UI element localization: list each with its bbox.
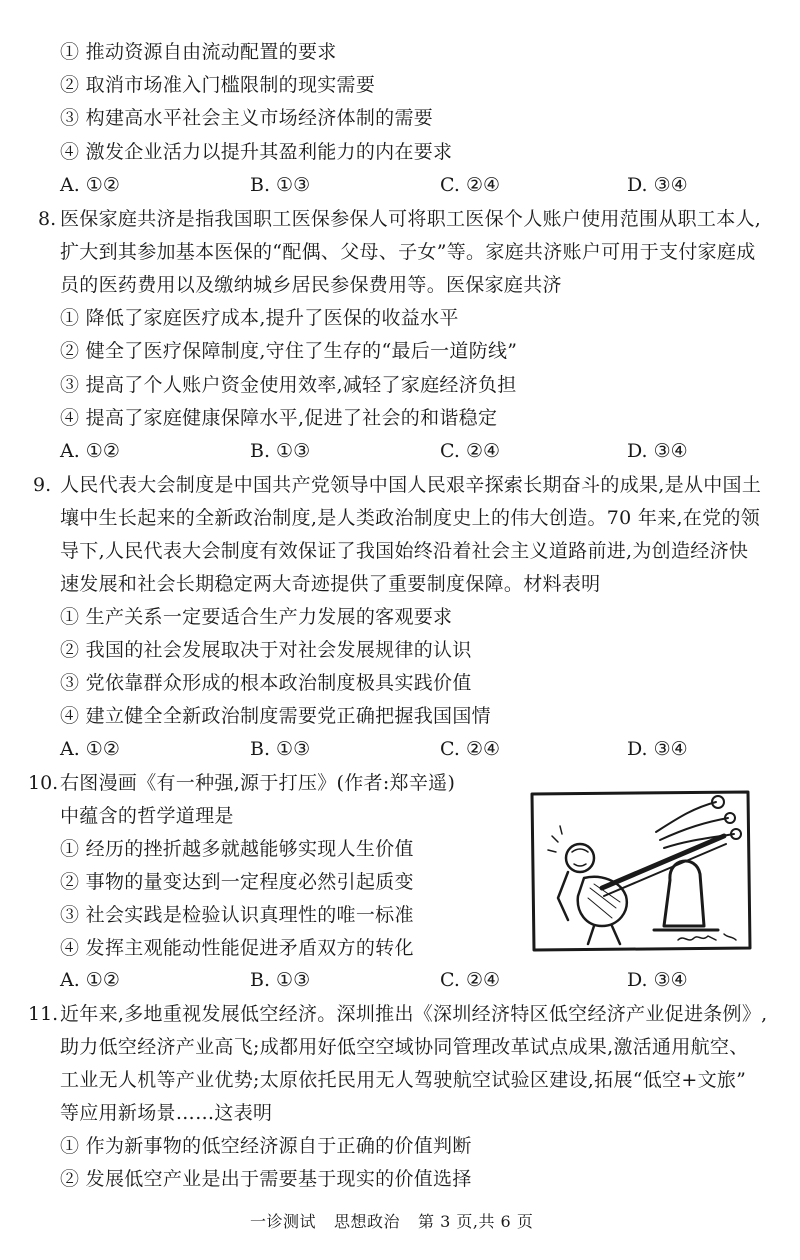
footer-page-number: 第 3 页,共 6 页 (418, 1212, 534, 1231)
q10-choice-c: C. ②④ (440, 969, 501, 991)
q9-stem-line-4: 速发展和社会长期稳定两大奇迹提供了重要制度保障。材料表明 (60, 573, 601, 595)
footer-subject: 思想政治 (334, 1212, 401, 1231)
q10-stem-line-1: 右图漫画《有一种强,源于打压》(作者:郑辛遥) (60, 772, 456, 794)
q9-choice-c: C. ②④ (440, 738, 501, 760)
q8-choice-c: C. ②④ (440, 440, 501, 462)
q7-option-3: ③ 构建高水平社会主义市场经济体制的需要 (60, 107, 434, 129)
q9-option-4: ④ 建立健全全新政治制度需要党正确把握我国国情 (60, 705, 491, 727)
q11-number: 11. (28, 1003, 59, 1025)
q7-option-4: ④ 激发企业活力以提升其盈利能力的内在要求 (60, 141, 453, 163)
q8-stem-line-1: 医保家庭共济是指我国职工医保参保人可将职工医保个人账户使用范围从职工本人, (60, 208, 762, 230)
q8-option-2: ② 健全了医疗保障制度,守住了生存的“最后一道防线” (60, 340, 518, 362)
q7-choice-c: C. ②④ (440, 174, 501, 196)
q9-option-1: ① 生产关系一定要适合生产力发展的客观要求 (60, 606, 453, 628)
q7-option-2: ② 取消市场准入门槛限制的现实需要 (60, 74, 376, 96)
q8-choice-a: A. ①② (60, 440, 120, 462)
q7-choice-a: A. ①② (60, 174, 120, 196)
q8-option-3: ③ 提高了个人账户资金使用效率,减轻了家庭经济负担 (60, 374, 517, 396)
q8-option-1: ① 降低了家庭医疗成本,提升了医保的收益水平 (60, 307, 459, 329)
q10-number: 10. (28, 772, 59, 794)
footer-exam-name: 一诊测试 (250, 1212, 317, 1231)
q9-stem-line-1: 人民代表大会制度是中国共产党领导中国人民艰辛探索长期奋斗的成果,是从中国土 (60, 474, 762, 496)
q11-option-1: ① 作为新事物的低空经济源自于正确的价值判断 (60, 1135, 472, 1157)
q10-choice-d: D. ③④ (627, 969, 688, 991)
q9-option-3: ③ 党依靠群众形成的根本政治制度极具实践价值 (60, 672, 472, 694)
q8-option-4: ④ 提高了家庭健康保障水平,促进了社会的和谐稳定 (60, 407, 498, 429)
q7-choice-d: D. ③④ (627, 174, 688, 196)
q11-option-2: ② 发展低空产业是出于需要基于现实的价值选择 (60, 1168, 472, 1190)
q11-stem-line-3: 工业无人机等产业优势;太原依托民用无人驾驶航空试验区建设,拓展“低空+文旅” (60, 1069, 747, 1091)
q10-option-2: ② 事物的量变达到一定程度必然引起质变 (60, 871, 414, 893)
q10-stem-line-2: 中蕴含的哲学道理是 (60, 805, 234, 827)
q11-stem-line-1: 近年来,多地重视发展低空经济。深圳推出《深圳经济特区低空经济产业促进条例》, (60, 1003, 768, 1025)
q8-stem-line-3: 员的医药费用以及缴纳城乡居民参保费用等。医保家庭共济 (60, 274, 562, 296)
page-footer (250, 1210, 551, 1234)
q10-option-4: ④ 发挥主观能动性能促进矛盾双方的转化 (60, 937, 414, 959)
q8-stem-line-2: 扩大到其参加基本医保的“配偶、父母、子女”等。家庭共济账户可用于支付家庭成 (60, 241, 756, 263)
q9-choice-a: A. ①② (60, 738, 120, 760)
q9-stem-line-3: 导下,人民代表大会制度有效保证了我国始终沿着社会主义道路前进,为创造经济快 (60, 540, 749, 562)
q10-option-3: ③ 社会实践是检验认识真理性的唯一标准 (60, 904, 414, 926)
q9-choice-d: D. ③④ (627, 738, 688, 760)
q9-stem-line-2: 壤中生长起来的全新政治制度,是人类政治制度史上的伟大创造。70 年来,在党的领 (60, 507, 760, 529)
q9-option-2: ② 我国的社会发展取决于对社会发展规律的认识 (60, 639, 472, 661)
q10-choice-b: B. ①③ (250, 969, 311, 991)
q7-option-1: ① 推动资源自由流动配置的要求 (60, 41, 337, 63)
q8-choice-b: B. ①③ (250, 440, 311, 462)
q9-number: 9. (33, 474, 52, 496)
cartoon-illustration (528, 788, 754, 954)
q8-number: 8. (38, 208, 57, 230)
q10-choice-a: A. ①② (60, 969, 120, 991)
q7-choice-b: B. ①③ (250, 174, 311, 196)
q8-choice-d: D. ③④ (627, 440, 688, 462)
q10-option-1: ① 经历的挫折越多就越能够实现人生价值 (60, 838, 414, 860)
q9-choice-b: B. ①③ (250, 738, 311, 760)
q11-stem-line-4: 等应用新场景……这表明 (60, 1102, 273, 1124)
q11-stem-line-2: 助力低空经济产业高飞;成都用好低空空域协同管理改革试点成果,激活通用航空、 (60, 1036, 749, 1058)
